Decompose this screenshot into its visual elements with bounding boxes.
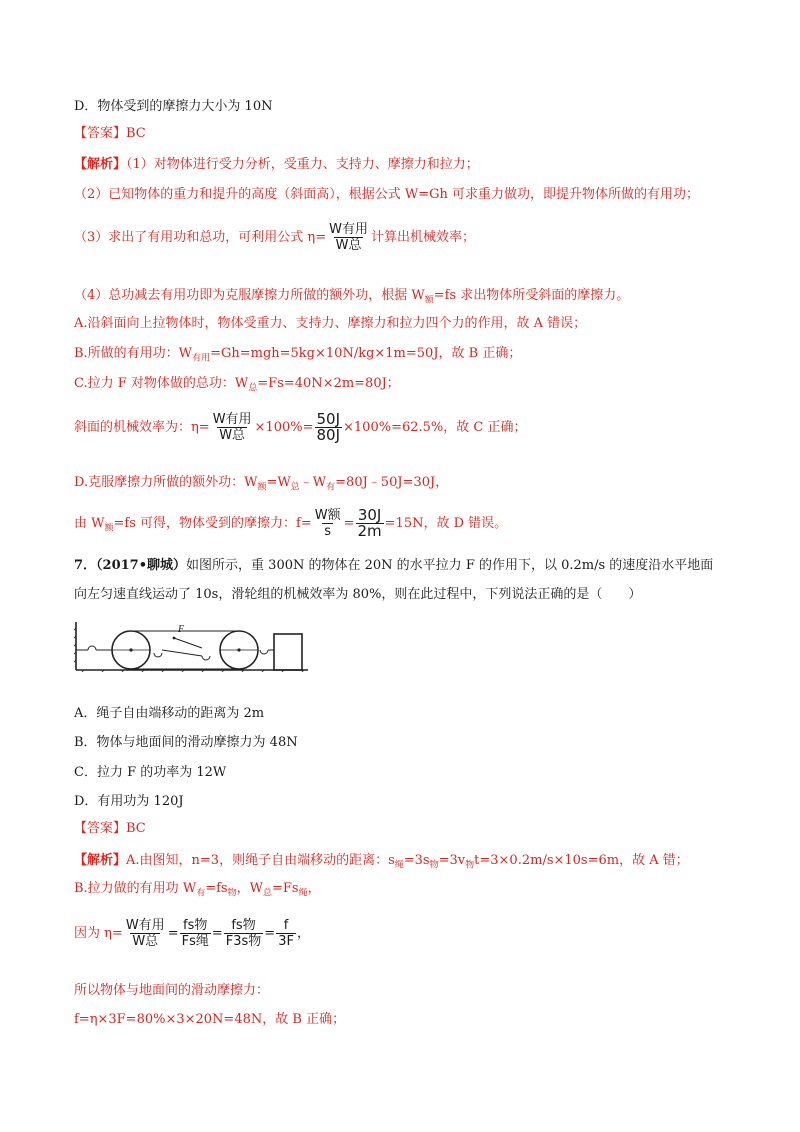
so-line: 所以物体与地面间的滑动摩擦力： <box>74 983 270 998</box>
hook-2 <box>154 653 162 657</box>
q7-solution-a: 【解析】A.由图知，n=3，则绳子自由端移动的距离：$s_绳=3s_物=3v_物t=3\times 0.2m/s\times 10s=6m$，故 A 错； <box>74 853 689 871</box>
solution-a: A.沿斜面向上拉物体时，物体受重力、支持力、摩擦力和拉力四个力的作用，故 A 错误； <box>74 316 587 331</box>
pulley-diagram <box>74 620 310 672</box>
pull-rope <box>174 638 202 648</box>
solution-d: D.克服摩擦力所做的额外功：$W_额=W_总﹣W_有=80J﹣50J=30J$， <box>74 475 449 493</box>
analysis-step-1: 【解析】（1）对物体进行受力分析，受重力、支持力、摩擦力和拉力； <box>74 157 479 172</box>
hook-1 <box>88 646 96 650</box>
solution-b: B.所做的有用功：$W_{有用}=Gh=mgh=5kg\times 10N/kg\times 1m=50J$，故 B 正确； <box>74 346 522 364</box>
final-line: f=η×3F=80%×3×20N=48N，故 B 正确； <box>74 1012 346 1027</box>
efficiency-fraction: $\frac{\text{W有用}}{\text{W总}}$ <box>329 222 368 253</box>
analysis-step-2: （2）已知物体的重力和提升的高度（斜面高），根据公式 W=Gh 可求重力做功，即提升物体所做的有用功； <box>74 187 700 202</box>
hook-3 <box>260 650 268 654</box>
analysis-step-4: （4）总功减去有用功即为克服摩擦力所做的额外功，根据 $W_额=fs$ 求出物体所受斜面的摩擦力。 <box>74 288 630 306</box>
block <box>274 634 302 670</box>
question-source: （2017•聊城） <box>96 558 187 573</box>
force-label: F <box>178 624 185 635</box>
option-b: B．物体与地面间的滑动摩擦力为 48N <box>74 735 298 750</box>
question-number: 7． <box>74 558 97 573</box>
solution-c: C.拉力 F 对物体做的总功：$W_总=Fs=40N\times 2m=80J$； <box>74 376 400 394</box>
option-a: A．绳子自由端移动的距离为 2m <box>74 706 265 721</box>
efficiency-line: 斜面的机械效率为：η= $\frac{\text{W有用}}{\text{W总}}$ ×100%= $\frac{50J}{80J}$ ×100%=62.5%，故 C 正确； <box>74 410 527 444</box>
question-7-line-1: 7．（2017•聊城）如图所示，重 300N 的物体在 20N 的水平拉力 F 的作用下，以 0.2m/s 的速度沿水平地面 <box>74 558 714 573</box>
answer-prev: 【答案】BC <box>74 126 146 141</box>
analysis-label: 【解析】 <box>74 157 127 172</box>
option-d: D．有用功为 120J <box>74 794 184 809</box>
answer: 【答案】BC <box>74 821 146 836</box>
option-d-prev: D．物体受到的摩擦力大小为 10N <box>74 99 273 114</box>
q7-solution-b: B.拉力做的有用功 $W_有=fs_物$，$W_总=Fs_绳$， <box>74 881 321 899</box>
because-line: 因为 η= $\frac{\text{W有用}}{\text{W总}}$ = $\frac{\text{fs物}}{\text{Fs绳}}$ = $\frac{\text{fs物}}{\text{F3s物}}$ = $\frac{f}{3F}$ ， <box>74 918 310 949</box>
friction-line: 由 $W_额=fs$ 可得，物体受到的摩擦力：f= $\frac{\text{W额}}{s}$ = $\frac{30J}{2m}$ =15N，故 D 错误。 <box>74 506 508 540</box>
question-7-line-2: 向左匀速直线运动了 10s，滑轮组的机械效率为 80%，则在此过程中，下列说法正确的是（ ） <box>74 587 642 602</box>
option-c: C．拉力 F 的功率为 12W <box>74 765 227 780</box>
analysis-step-3: （3）求出了有用功和总功，可利用公式 η= $\frac{\text{W有用}}{\text{W总}}$ 计算出机械效率； <box>74 222 475 253</box>
